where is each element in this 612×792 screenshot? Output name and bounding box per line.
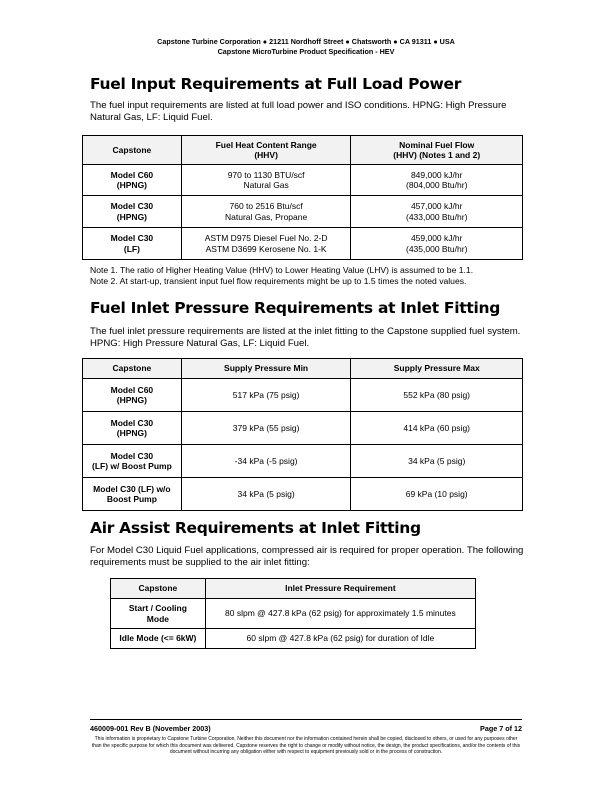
note-2: Note 2. At start-up, transient input fuel flow requirements might be up to 1.5 times the noted values. bbox=[90, 276, 467, 286]
table-row: Model C30 (HPNG) 760 to 2516 Btu/scf Natural Gas, Propane 457,000 kJ/hr (433,000 Btu/hr) bbox=[83, 196, 523, 228]
fuel-input-table bbox=[82, 135, 523, 260]
section3-title: Air Assist Requirements at Inlet Fitting bbox=[90, 519, 421, 537]
table-row: Model C60 (HPNG) 970 to 1130 BTU/scf Natural Gas 849,000 kJ/hr (804,000 Btu/hr) bbox=[83, 165, 523, 196]
section1-intro: The fuel input requirements are listed at full load power and ISO conditions. HPNG: High Pressure Natural Gas, LF: Liquid Fuel. bbox=[90, 100, 507, 123]
table-row: Start / Cooling Mode 80 slpm @ 427.8 kPa (62 psig) for approximately 1.5 minutes bbox=[111, 599, 476, 629]
table-header-row bbox=[83, 136, 523, 165]
footer-disclaimer: This information is proprietary to Capstone Turbine Corporation. Neither this document nor the information contained herein shall be copied, disclosed to others, or used for any purposes other than the specific purpose for which this document was delivered. Capstone reserves the right to change or modify without notice, the design, the product specifications, and/or the contents of this document without incurring any obligation either with respect to equipment previously sold or in the process of construction. bbox=[91, 736, 521, 755]
table-row: Model C30 (LF) w/ Boost Pump -34 kPa (-5 psig) 34 kPa (5 psig) bbox=[83, 445, 523, 478]
note-1: Note 1. The ratio of Higher Heating Value (HHV) to Lower Heating Value (LHV) is assumed to be 1.1. bbox=[90, 265, 474, 275]
table-header-row bbox=[83, 359, 523, 379]
col-fuel-flow: Nominal Fuel Flow (HHV) (Notes 1 and 2) bbox=[351, 136, 523, 165]
col-heat-content: Fuel Heat Content Range (HHV) bbox=[181, 136, 351, 165]
table-row: Model C60 (HPNG) 517 kPa (75 psig) 552 kPa (80 psig) bbox=[83, 379, 523, 412]
footer-rule bbox=[90, 719, 522, 720]
col-inlet-requirement: Inlet Pressure Requirement bbox=[205, 579, 475, 599]
header-company-line: Capstone Turbine Corporation ● 21211 Nordhoff Street ● Chatsworth ● CA 91311 ● USA bbox=[157, 37, 455, 46]
col-capstone: Capstone bbox=[83, 136, 182, 165]
header-spec-line: Capstone MicroTurbine Product Specification - HEV bbox=[217, 47, 395, 56]
table-notes bbox=[90, 265, 473, 287]
col-capstone: Capstone bbox=[83, 359, 182, 379]
section2-title: Fuel Inlet Pressure Requirements at Inlet Fitting bbox=[90, 299, 500, 317]
footer-page-number: Page 7 of 12 bbox=[480, 724, 522, 733]
inlet-pressure-table bbox=[82, 358, 523, 511]
page-header bbox=[0, 37, 612, 57]
col-pressure-min: Supply Pressure Min bbox=[181, 359, 351, 379]
air-assist-table bbox=[110, 578, 476, 649]
footer-doc-id: 460009-001 Rev B (November 2003) bbox=[90, 724, 211, 733]
table-header-row bbox=[111, 579, 476, 599]
section3-intro: For Model C30 Liquid Fuel applications, compressed air is required for proper operation. The following requirements must be supplied to the air inlet fitting: bbox=[90, 545, 524, 568]
col-pressure-max: Supply Pressure Max bbox=[351, 359, 523, 379]
table-row: Idle Mode (<= 6kW) 60 slpm @ 427.8 kPa (62 psig) for duration of Idle bbox=[111, 629, 476, 649]
section2-intro: The fuel inlet pressure requirements are listed at the inlet fitting to the Capstone supplied fuel system. HPNG: High Pressure Natural Gas, LF: Liquid Fuel. bbox=[90, 326, 521, 349]
col-capstone: Capstone bbox=[111, 579, 206, 599]
table-row: Model C30 (LF) w/o Boost Pump 34 kPa (5 psig) 69 kPa (10 psig) bbox=[83, 478, 523, 511]
section1-title: Fuel Input Requirements at Full Load Power bbox=[90, 75, 462, 93]
table-row: Model C30 (HPNG) 379 kPa (55 psig) 414 kPa (60 psig) bbox=[83, 412, 523, 445]
table-row: Model C30 (LF) ASTM D975 Diesel Fuel No. 2-D ASTM D3699 Kerosene No. 1-K 459,000 kJ/hr (435,000 Btu/hr) bbox=[83, 228, 523, 260]
